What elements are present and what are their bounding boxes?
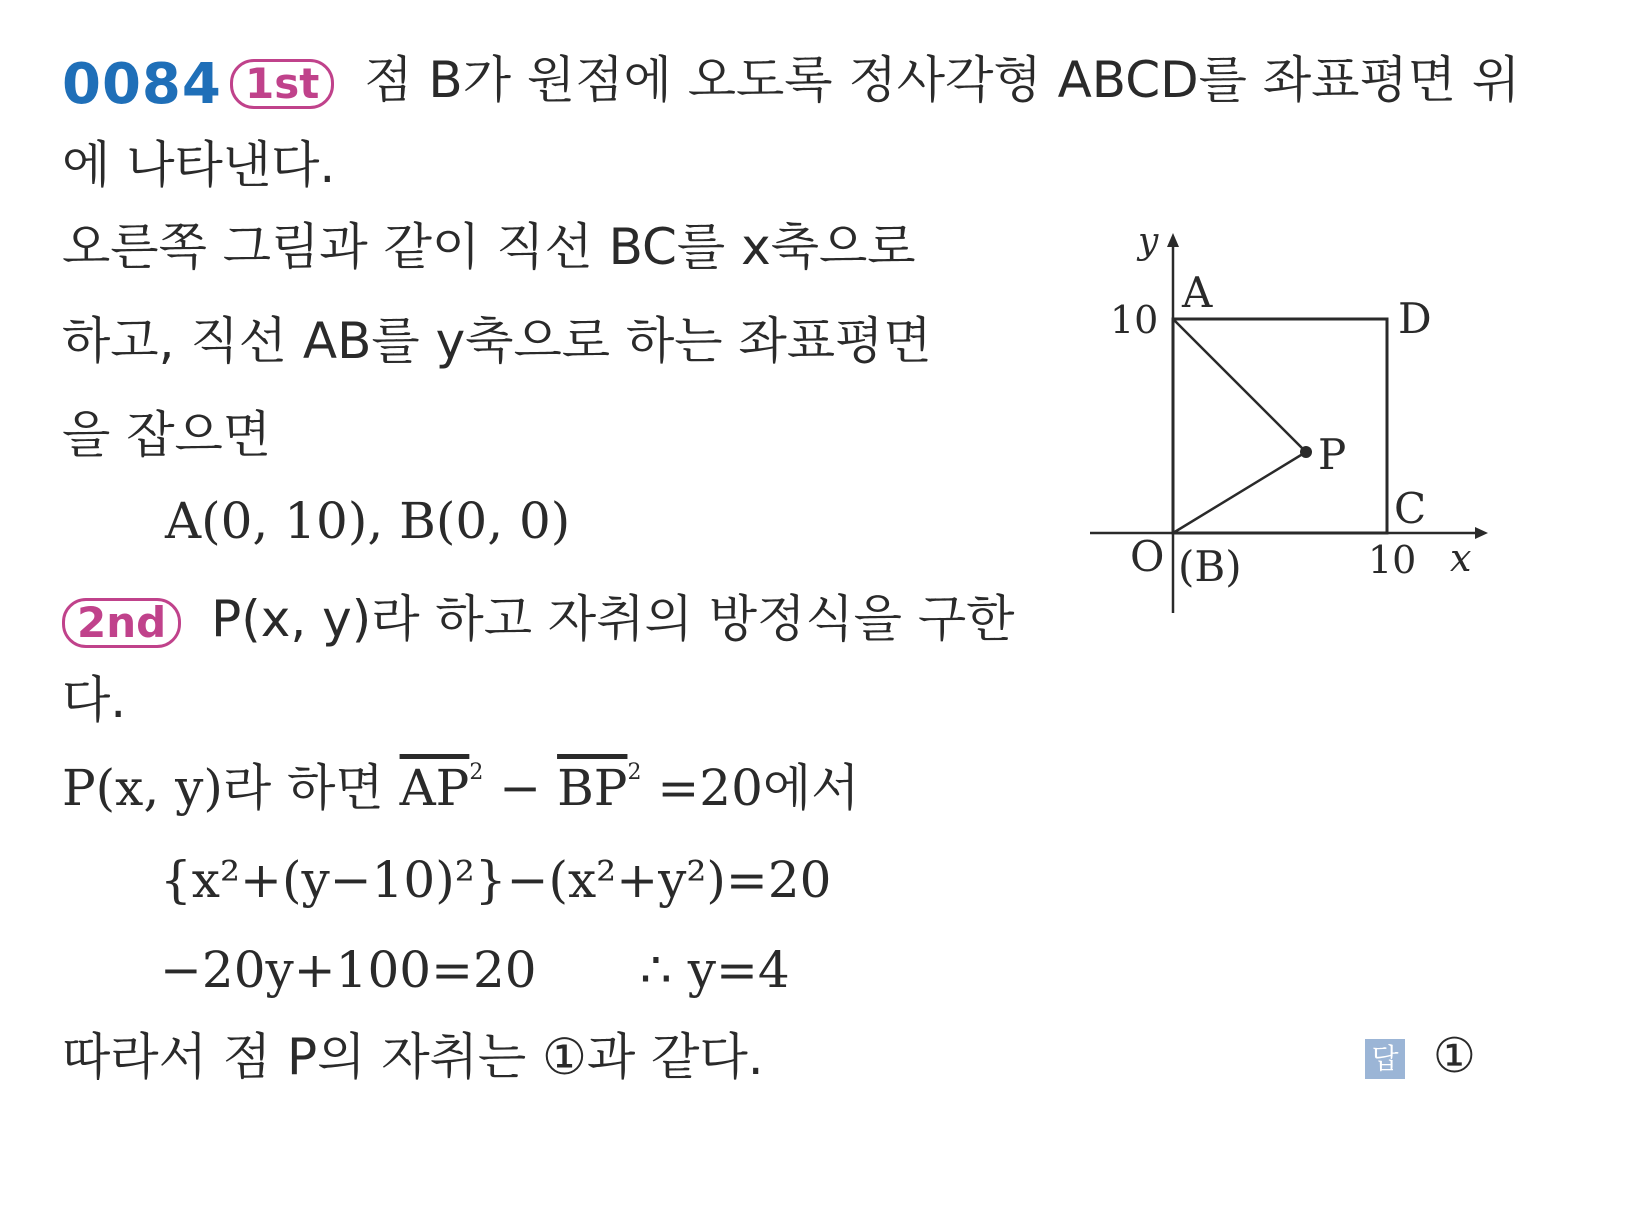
para1-line3: 을 잡으면 <box>62 406 272 464</box>
answer-row <box>1365 1028 1476 1084</box>
step2-line2: 다. <box>62 671 127 729</box>
step2-line1-row <box>62 590 1015 648</box>
answer-icon: 답 <box>1365 1039 1405 1079</box>
step1-line1: 점 B가 원점에 오도록 정사각형 ABCD를 좌표평면 위 <box>364 51 1521 109</box>
para1-line2: 하고, 직선 AB를 y축으로 하는 좌표평면 <box>62 312 932 370</box>
square-ap: 2 <box>469 760 484 785</box>
step2-line1: P(x, y)라 하고 자취의 방정식을 구한 <box>211 590 1015 648</box>
label-d: D <box>1398 294 1432 343</box>
equation-line2: {x²+(y−10)²}−(x²+y²)=20 <box>160 851 832 909</box>
label-x: x <box>1450 536 1472 580</box>
step2-tag: 2nd <box>62 598 181 648</box>
square-diagram <box>1080 215 1500 615</box>
segment-ap: $\overline{AP}$ <box>399 759 470 817</box>
problem-number: 0084 <box>62 52 222 117</box>
label-y: y <box>1138 221 1159 262</box>
square-bp: 2 <box>627 760 642 785</box>
y-axis-arrow <box>1167 233 1179 247</box>
equation-line3-left: −20y+100=20 <box>160 941 537 999</box>
label-p: P <box>1318 430 1347 479</box>
segment-bp: $\overline{BP}$ <box>557 759 628 817</box>
para1-line1: 오른쪽 그림과 같이 직선 BC를 x축으로 <box>62 218 916 276</box>
step1-line1-row <box>230 51 1521 109</box>
equation-line1 <box>62 759 860 817</box>
label-c: C <box>1394 484 1427 533</box>
eq-post: =20에서 <box>657 759 860 817</box>
eq-minus: − <box>499 759 542 817</box>
label-o: O <box>1130 532 1165 581</box>
tick-y-10: 10 <box>1110 298 1159 342</box>
eq-pre: P(x, y)라 하면 <box>62 759 400 817</box>
answer: ① <box>1432 1028 1476 1084</box>
x-axis-arrow <box>1475 527 1488 539</box>
step1-tag: 1st <box>230 59 334 109</box>
label-b: (B) <box>1178 542 1242 591</box>
equation-line3-right: ∴ y=4 <box>640 941 790 999</box>
coordinates: A(0, 10), B(0, 0) <box>165 492 571 550</box>
tick-x-10: 10 <box>1368 538 1417 582</box>
label-a: A <box>1182 268 1213 317</box>
conclusion: 따라서 점 P의 자취는 ①과 같다. <box>62 1028 764 1086</box>
point-p <box>1300 446 1312 458</box>
segments-ap-bp <box>1173 319 1306 533</box>
step1-line2: 에 나타낸다. <box>62 136 336 194</box>
